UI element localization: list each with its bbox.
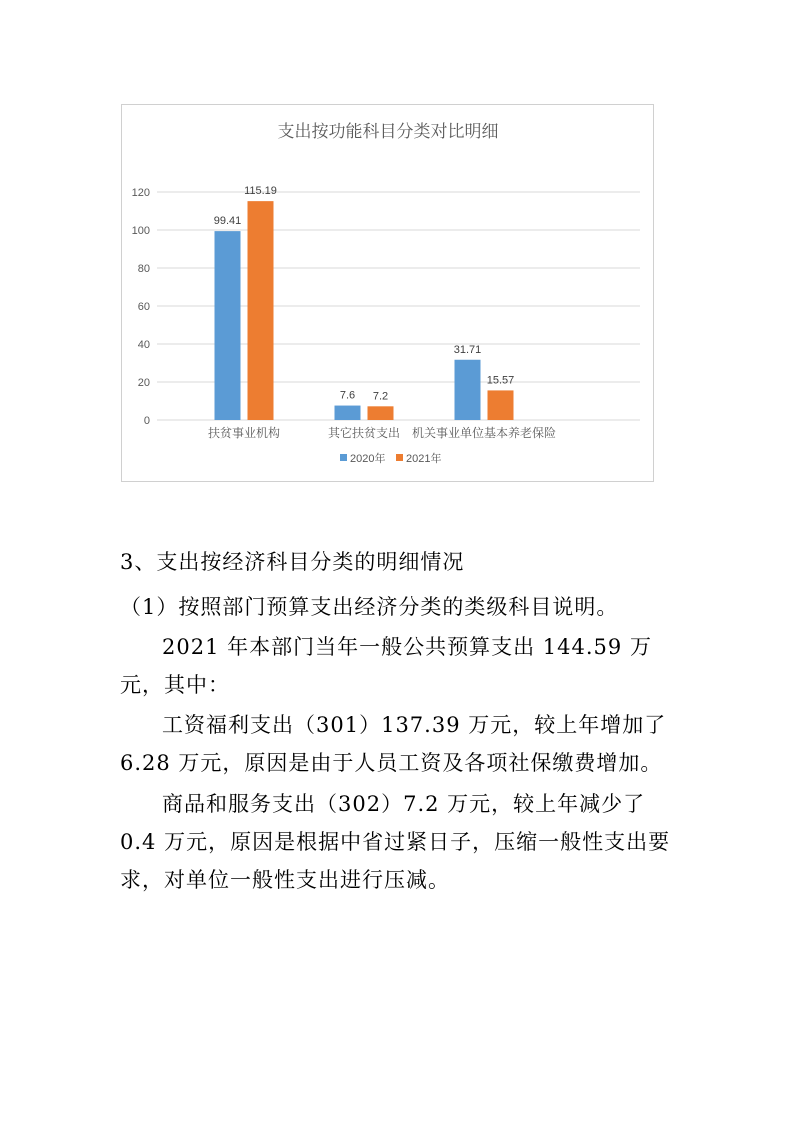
data-label: 31.71 <box>453 343 482 356</box>
x-tick-label: 机关事业单位基本养老保险 <box>411 426 557 440</box>
legend-swatch <box>396 454 403 461</box>
data-label: 7.2 <box>372 390 389 403</box>
legend-label: 2020年 <box>350 453 386 465</box>
paragraph-goods-services: 商品和服务支出（302）7.2 万元，较上年减少了 0.4 万元，原因是根据中省过紧日子，压缩一般性支出要求，对单位一般性支出进行压减。 <box>120 792 671 892</box>
bar <box>335 406 361 420</box>
y-tick-label: 20 <box>137 377 150 389</box>
bar <box>248 201 274 420</box>
data-label: 99.41 <box>213 215 242 228</box>
y-tick-label: 100 <box>131 225 150 237</box>
data-label: 115.19 <box>244 185 277 198</box>
section-heading: 3、支出按经济科目分类的明细情况 <box>120 550 465 574</box>
chart-container <box>121 104 654 482</box>
paragraph-salary: 工资福利支出（301）137.39 万元，较上年增加了 6.28 万元，原因是由于人员工资及各项社保缴费增加。 <box>120 713 667 775</box>
bar-chart <box>122 105 655 483</box>
data-label: 15.57 <box>486 374 515 387</box>
legend-swatch <box>340 454 347 461</box>
subsection-heading: （1）按照部门预算支出经济分类的类级科目说明。 <box>120 595 619 619</box>
y-tick-label: 120 <box>131 187 150 199</box>
y-tick-label: 80 <box>137 263 150 275</box>
y-tick-label: 60 <box>137 301 150 313</box>
data-label: 7.6 <box>339 389 356 402</box>
paragraph-total: 2021 年本部门当年一般公共预算支出 144.59 万元，其中： <box>120 635 652 697</box>
y-tick-label: 0 <box>143 415 150 427</box>
x-tick-label: 其它扶贫支出 <box>327 426 401 440</box>
x-tick-label: 扶贫事业机构 <box>207 426 281 440</box>
bar <box>455 360 481 420</box>
legend-label: 2021年 <box>406 453 442 465</box>
bar <box>215 231 241 420</box>
chart-title: 支出按功能科目分类对比明细 <box>277 122 499 142</box>
bar <box>368 406 394 420</box>
bar <box>488 390 514 420</box>
y-tick-label: 40 <box>137 339 150 351</box>
